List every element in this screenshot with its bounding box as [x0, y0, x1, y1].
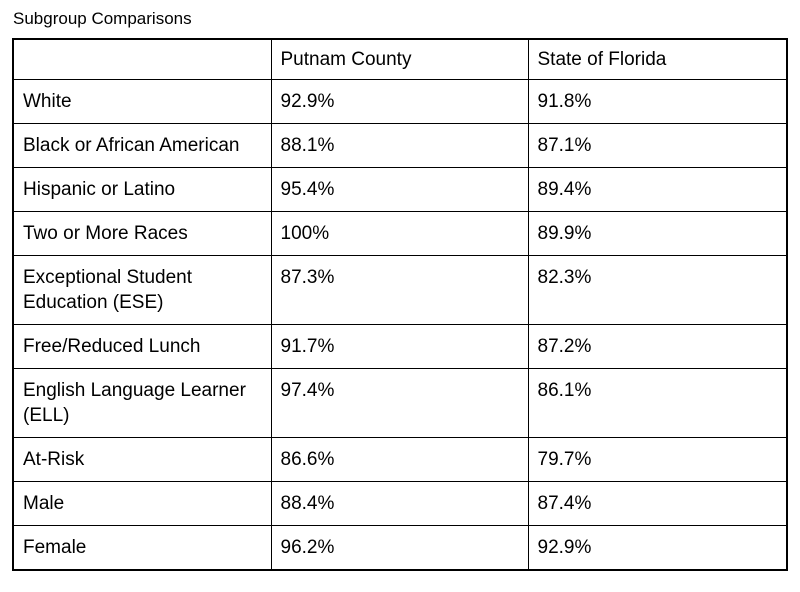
- table-row: [13, 369, 787, 438]
- subgroup-label-cell: Exceptional Student Education (ESE): [13, 256, 271, 325]
- florida-value-cell: 91.8%: [528, 80, 787, 124]
- table-row: [13, 325, 787, 369]
- table-header-row: [13, 39, 787, 80]
- putnam-value-cell: 97.4%: [271, 369, 528, 438]
- putnam-value-cell: 86.6%: [271, 438, 528, 482]
- putnam-value-cell: 88.4%: [271, 482, 528, 526]
- putnam-value-cell: 92.9%: [271, 80, 528, 124]
- table-row: [13, 526, 787, 571]
- subgroup-label-cell: At-Risk: [13, 438, 271, 482]
- page-title: Subgroup Comparisons: [13, 9, 192, 28]
- florida-value-cell: 87.4%: [528, 482, 787, 526]
- putnam-value-cell: 95.4%: [271, 168, 528, 212]
- putnam-value-cell: 88.1%: [271, 124, 528, 168]
- table-row: [13, 168, 787, 212]
- table-row: [13, 438, 787, 482]
- subgroup-label-cell: Free/Reduced Lunch: [13, 325, 271, 369]
- putnam-value-cell: 87.3%: [271, 256, 528, 325]
- header-cell-state-of-florida: State of Florida: [528, 39, 787, 80]
- table-header: [13, 39, 787, 80]
- table-body: [13, 80, 787, 571]
- table-row: [13, 256, 787, 325]
- table-row: [13, 124, 787, 168]
- florida-value-cell: 92.9%: [528, 526, 787, 571]
- subgroup-label-cell: English Language Learner (ELL): [13, 369, 271, 438]
- florida-value-cell: 86.1%: [528, 369, 787, 438]
- subgroup-comparisons-table: [12, 38, 788, 571]
- subgroup-label-cell: Hispanic or Latino: [13, 168, 271, 212]
- putnam-value-cell: 96.2%: [271, 526, 528, 571]
- subgroup-label-cell: Black or African American: [13, 124, 271, 168]
- florida-value-cell: 79.7%: [528, 438, 787, 482]
- florida-value-cell: 82.3%: [528, 256, 787, 325]
- subgroup-label-cell: Two or More Races: [13, 212, 271, 256]
- putnam-value-cell: 100%: [271, 212, 528, 256]
- header-cell-putnam-county: Putnam County: [271, 39, 528, 80]
- header-cell-blank: [13, 39, 271, 80]
- florida-value-cell: 89.4%: [528, 168, 787, 212]
- florida-value-cell: 87.1%: [528, 124, 787, 168]
- table-row: [13, 80, 787, 124]
- putnam-value-cell: 91.7%: [271, 325, 528, 369]
- subgroup-label-cell: Female: [13, 526, 271, 571]
- table-row: [13, 482, 787, 526]
- subgroup-label-cell: Male: [13, 482, 271, 526]
- subgroup-label-cell: White: [13, 80, 271, 124]
- table-row: [13, 212, 787, 256]
- florida-value-cell: 89.9%: [528, 212, 787, 256]
- florida-value-cell: 87.2%: [528, 325, 787, 369]
